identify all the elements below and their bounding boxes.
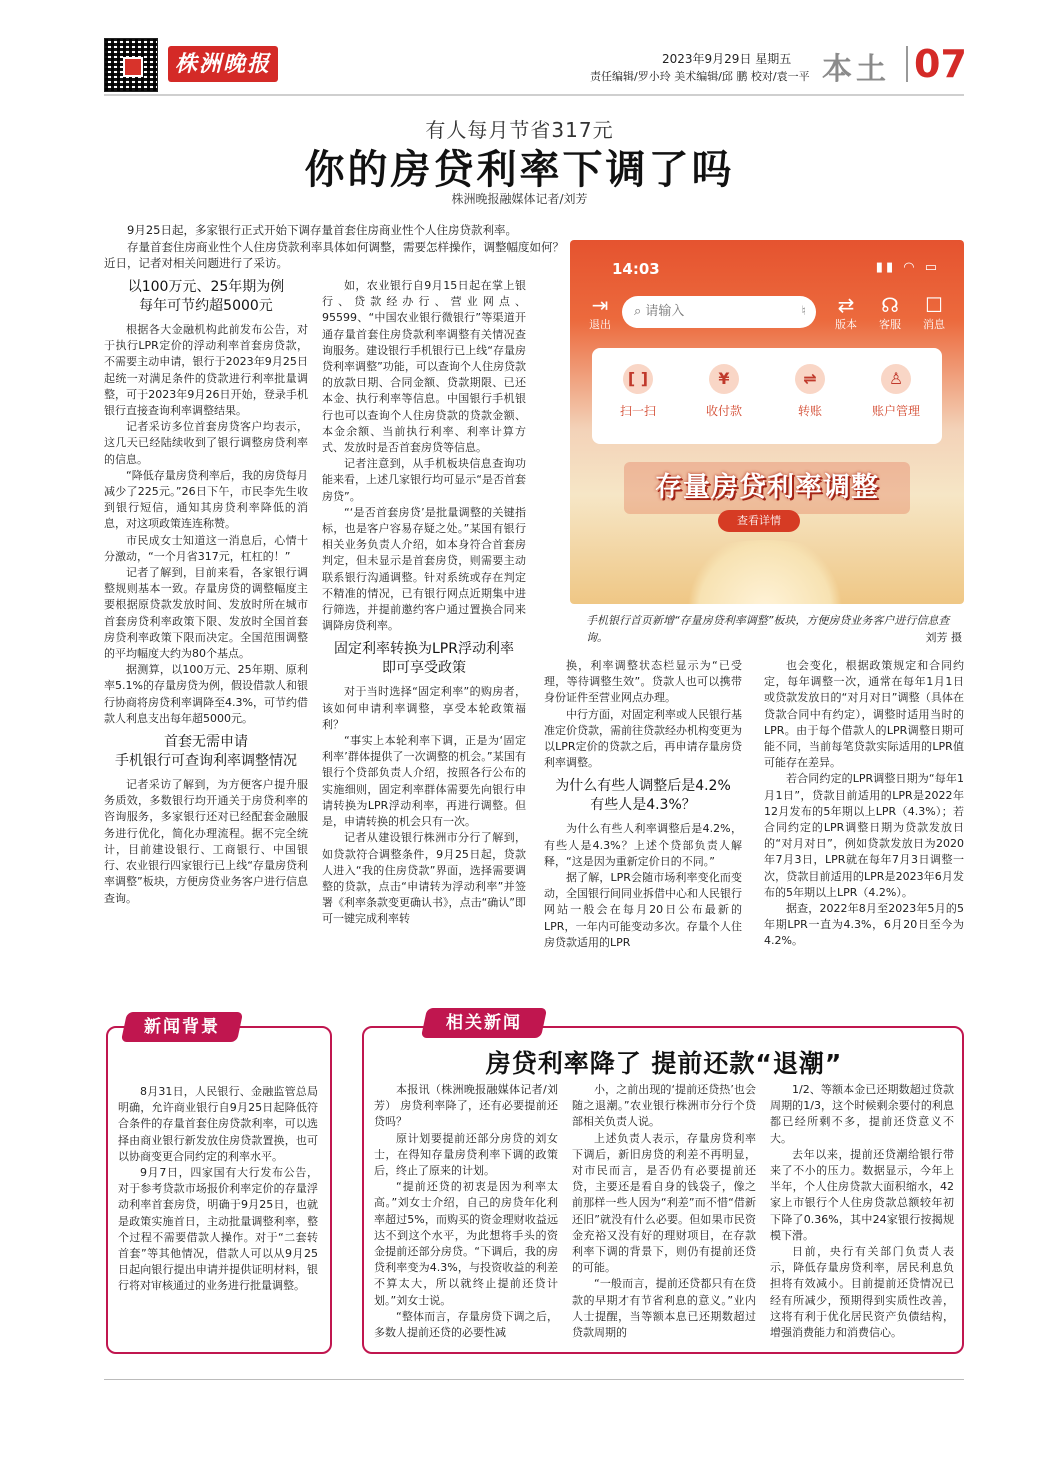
lead-paragraph: 9月25日起，多家银行正式开始下调存量首套住房商业性个人住房贷款利率。 xyxy=(127,223,517,237)
related-news-title: 房贷利率降了 提前还款“退潮” xyxy=(485,1049,843,1078)
transfer-label: 转账 xyxy=(797,404,822,418)
paragraph: 1/2、等额本金已还期数超过贷款周期的1/3，这个时候剩余要付的利息都已经所剩不多，提前还贷意义不大。 xyxy=(770,1083,954,1145)
headset-icon: ☊ xyxy=(881,293,899,317)
section-heading: 为什么有些人调整后是4.2% 有些人是4.3%？ xyxy=(555,778,731,814)
paragraph: 为什么有些人利率调整后是4.2%，有些人是4.3%？上述个贷部负责人解释，“这是因为重新定价日的不同。” xyxy=(544,822,742,868)
section-heading: 以100万元、25年期为例 每年可节约超5000元 xyxy=(127,279,285,314)
paragraph: “整体而言，存量房贷下调之后，多数人提前还贷的必要性减 xyxy=(374,1309,558,1340)
payment-button[interactable] xyxy=(682,364,766,419)
paragraph: 若合同约定的LPR调整日期为“每年1月1日”，贷款目前适用的LPR是2022年12月发布的5年期以上LPR（4.3%）；若合同约定的LPR调整日期为贷款发放日的“对月对日”，例如贷款发放日为2020年7月3日，LPR就在每年7月3日调整一次，贷款目前适用的LPR是2023年6月发布的5年期以上LPR（4.2%）。 xyxy=(764,772,964,899)
transfer-icon: ⇌ xyxy=(795,364,825,394)
paragraph: 市民成女士知道这一消息后，心情十分激动，“一个月省317元，杠杠的！” xyxy=(104,533,308,563)
section-heading: 固定利率转换为LPR浮动利率 即可享受政策 xyxy=(334,641,514,677)
caption-text: 手机银行首页新增“存量房贷利率调整”板块，方便房贷业务客户进行信息查询。 xyxy=(586,614,950,644)
message-icon: ☐ xyxy=(925,293,943,317)
search-icon: ⌕ xyxy=(634,304,646,319)
article-column-3 xyxy=(544,658,742,968)
paragraph: 记者采访了解到，为方便客户提升服务质效，多数银行均开通关于房贷利率的咨询服务，多家银行还对已经配套金融服务进行优化，简化办理流程。据不完全统计，目前建设银行、工商银行、中国银行、农业银行四家银行已上线“存量房贷利率调整”板块，方便房贷业务客户进行信息查询。 xyxy=(104,778,308,905)
paragraph: 据测算，以100万元、25年期、原利率5.1%的存量房贷为例，假设借款人和银行协商将房贷利率调降至4.3%，可节约借款人利息支出每年超5000元。 xyxy=(104,663,308,725)
header-rule xyxy=(104,94,964,96)
header-divider xyxy=(906,46,908,82)
article-column-2 xyxy=(322,278,526,968)
yuan-icon: ¥ xyxy=(709,364,739,394)
paragraph: 记者从建设银行株洲市分行了解到，如贷款符合调整条件，9月25日起，贷款人进入“我的住房贷款”界面，选择需要调整的贷款，点击“申请转为浮动利率”并签署《利率条款变更确认书》，点击“确认”即可一键完成利率转 xyxy=(322,831,526,926)
paragraph: 原计划要提前还部分房贷的刘女士，在得知存量房贷利率下调的政策后，终止了原来的计划。 xyxy=(374,1131,558,1178)
paragraph: 记者注意到，从手机板块信息查询功能来看，上述几家银行均可显示“是否首套房贷”。 xyxy=(322,457,526,503)
related-news-tag xyxy=(421,1008,547,1038)
section-heading: 首套无需申请 手机银行可查询利率调整情况 xyxy=(115,734,297,770)
qr-code[interactable] xyxy=(104,38,158,92)
microphone-icon[interactable]: ♮ xyxy=(801,304,806,319)
service-label: 客服 xyxy=(879,318,901,331)
paragraph: 去年以来，提前还贷潮给银行带来了不小的压力。数据显示，今年上半年，个人住房贷款大面积缩水，42家上市银行个人住房贷款总额较年初下降了0.36%，其中24家银行按揭规模下滑。 xyxy=(770,1147,954,1242)
paragraph: 8月31日，人民银行、金融监管总局明确，允许商业银行自9月25日起降低符合条件的存量首套住房贷款利率，可以选择由商业银行新发放住房贷款置换，也可以协商变更合同约定的利率水平。 xyxy=(118,1085,318,1163)
related-column-2 xyxy=(572,1082,756,1346)
paragraph: 根据各大金融机构此前发布公告，对于执行LPR定价的浮动利率首套房贷款，不需要主动申请，银行于2023年9月25日起统一对满足条件的贷款进行利率批量调整，可于2023年9月26日开始，登录手机银行直接查询利率调整结果。 xyxy=(104,323,308,418)
paragraph: “事实上本轮利率下调，正是为‘固定利率’群体提供了一次调整的机会。”某国有银行个贷部负责人介绍，按照各行公布的实施细则，固定利率群体需要先向银行申请转换为LPR浮动利率，再进行调整。但是，申请转换的机会只有一次。 xyxy=(322,734,526,829)
status-icons: ▮▮ ◠ ▭ xyxy=(875,260,940,275)
article-lead xyxy=(104,222,566,272)
scan-label: 扫一扫 xyxy=(619,404,656,418)
related-column-1 xyxy=(374,1082,558,1346)
user-icon: ♙ xyxy=(881,364,911,394)
photo-caption xyxy=(586,612,962,646)
search-input[interactable] xyxy=(622,296,816,328)
version-label: 版本 xyxy=(835,318,857,331)
rate-adjust-banner[interactable]: 存量房贷利率调整 xyxy=(624,462,910,514)
news-background-tag xyxy=(121,1012,243,1042)
paragraph: 换，利率调整状态栏显示为“已受理，等待调整生效”。贷款人也可以携带身份证件至营业网点办理。 xyxy=(544,659,742,705)
paragraph: 记者了解到，目前来看，各家银行调整规则基本一致。存量房贷的调整幅度主要根据原贷款发放时间、发放时所在城市首套房贷利率政策下限、发放时全国首套房贷利率政策下限而决定。全国范围调整的平均幅度大约为80个基点。 xyxy=(104,566,308,661)
status-time: 14:03 xyxy=(612,260,660,278)
service-button[interactable] xyxy=(872,294,908,332)
function-card xyxy=(592,348,942,444)
payment-label: 收付款 xyxy=(705,404,742,418)
message-button[interactable] xyxy=(916,294,952,332)
article-column-1 xyxy=(104,278,308,968)
paragraph: 上述负责人表示，存量房贷利率下调后，新旧房贷的利差不再明显，对市民而言，是否仍有必要提前还贷，主要还是看自身的钱袋子，像之前那样一些人因为“利差”而不惜“借新还旧”就没有什么必要。但如果市民资金充裕又没有好的理财项目，在存款利率下调的背景下，则仍有提前还贷的可能。 xyxy=(572,1131,756,1275)
scan-button[interactable] xyxy=(596,364,680,419)
exit-label: 退出 xyxy=(589,318,611,331)
tag-label: 相关新闻 xyxy=(446,1013,522,1033)
article-subtitle: 有人每月节省317元 xyxy=(425,118,614,142)
account-label: 账户管理 xyxy=(871,404,920,418)
issue-date: 2023年9月29日 星期五 xyxy=(662,52,792,66)
paragraph: 日前，央行有关部门负责人表示，降低存量房贷利率，居民利息负担将有效减小。目前提前还贷情况已经有所减少，预期得到实质性改善，这将有利于优化居民资产负债结构，增强消费能力和消费信心。 xyxy=(770,1245,954,1340)
page-number: 07 xyxy=(914,42,967,86)
paragraph: “一般而言，提前还贷都只有在贷款的早期才有节省利息的意义。”业内人士提醒，当等额本息已还期数超过贷款周期的 xyxy=(572,1277,756,1340)
newspaper-logo: 株洲晚报 xyxy=(168,46,278,82)
paragraph: 对于当时选择“固定利率”的购房者，该如何申请利率调整，享受本轮政策福利？ xyxy=(322,685,526,731)
version-button[interactable] xyxy=(828,294,864,332)
paragraph: 据了解，LPR会随市场利率变化而变动，全国银行间同业拆借中心和人民银行网站一般会在每月20日公布最新的LPR，一年内可能变动多次。存量个人住房贷款适用的LPR xyxy=(544,871,742,949)
footer-rule xyxy=(104,1379,964,1380)
article-byline: 株洲晚报融媒体记者/刘芳 xyxy=(451,192,588,206)
scan-icon: [ ] xyxy=(623,364,653,394)
article-title: 你的房贷利率下调了吗 xyxy=(304,147,735,193)
paragraph: 记者采访多位首套房贷客户均表示，这几天已经陆续收到了银行调整房贷利率的信息。 xyxy=(104,420,308,466)
search-placeholder: 请输入 xyxy=(645,304,685,319)
paragraph: 9月7日，四家国有大行发布公告，对于参考贷款市场报价利率定价的存量浮动利率首套房贷，明确于9月25日，也就是政策实施首日，主动批量调整利率，整个过程不需要借款人操作。对于“二套转首套”等其他情况，借款人可以从9月25日起向银行提出申请并提供证明材料，银行将对审核通过的业务进行批量调整。 xyxy=(118,1166,318,1293)
related-column-3 xyxy=(770,1082,954,1346)
paragraph: “提前还贷的初衷是因为利率太高。”刘女士介绍，自己的房贷年化利率超过5%，而购买的资金理财收益远达不到这个水平，为此想将手头的资金提前还部分房贷。“下调后，我的房贷利率变为4.3%，与投资收益的利差不算太大，所以就终止提前还贷计划。”刘女士说。 xyxy=(374,1180,558,1307)
app-screenshot-photo xyxy=(570,240,964,604)
paragraph: 小，之前出现的‘提前还贷热’也会随之退潮。”农业银行株洲市分行个贷部相关负责人说。 xyxy=(572,1083,756,1129)
message-label: 消息 xyxy=(923,318,945,331)
paragraph: 本报讯（株洲晚报融媒体记者/刘芳） 房贷利率降了，还有必要提前还贷吗？ xyxy=(374,1083,558,1129)
paragraph: 如，农业银行自9月15日起在掌上银行、贷款经办行、营业网点、95599、“中国农业银行微银行”等渠道开通存量首套住房贷款利率调整有关情况查询服务。建设银行手机银行已上线“存量房贷利率调整”功能，可以查询个人住房贷款的放款日期、合同金额、贷款期限、已还本金、执行利率等信息。中国银行手机银行也可以查询个人住房贷款的贷款金额、本金余额、当前执行利率、利率计算方式、发放时是否首套房贷等信息。 xyxy=(322,279,526,455)
photo-credit: 刘芳 摄 xyxy=(925,631,962,644)
editors-line: 责任编辑/罗小玲 美术编辑/邱 鹏 校对/袁一平 xyxy=(590,70,810,83)
view-details-button[interactable]: 查看详情 xyxy=(718,510,800,532)
article-column-4 xyxy=(764,658,964,968)
section-name: 本土 xyxy=(822,52,890,87)
paragraph: 据查，2022年8月至2023年5月的5年期LPR一直为4.3%，6月20日至今为4.2%。 xyxy=(764,902,964,948)
paragraph: 也会变化，根据政策规定和合同约定，每年调整一次，通常在每年1月1日或贷款发放日的“对月对日”调整（具体在贷款合同中有约定），调整时适用当时的LPR。由于每个借款人的LPR调整日期可能不同，当前每笔贷款实际适用的LPR值可能存在差异。 xyxy=(764,659,964,770)
exit-button[interactable] xyxy=(582,294,618,332)
paragraph: 中行方面，对固定利率或人民银行基准定价贷款，需前往贷款经办机构变更为以LPR定价的贷款之后，再申请存量房贷利率调整。 xyxy=(544,707,742,770)
paragraph: “降低存量房贷利率后，我的房贷每月减少了225元。”26日下午，市民李先生收到银行短信，通知其房贷利率降低的消息，对这项政策连连称赞。 xyxy=(104,468,308,531)
switch-icon: ⇄ xyxy=(837,293,855,317)
news-background-text xyxy=(118,1084,318,1344)
lead-paragraph: 存量首套住房商业性个人住房贷款利率具体如何调整，需要怎样操作，调整幅度如何？ 近日，记者对相关问题进行了采访。 xyxy=(104,239,564,270)
account-button[interactable] xyxy=(854,364,938,419)
tag-label: 新闻背景 xyxy=(144,1017,220,1037)
paragraph: “‘是否首套房贷’是批量调整的关键指标，也是客户容易存疑之处。”某国有银行相关业务负责人介绍，如本身符合首套房判定，但未显示是首套房贷，则需要主动联系银行沟通调整。针对系统或存在判定不精准的情况，已有银行网点近期集中进行筛选，并提前邀约客户通过置换合同来调降房贷利率。 xyxy=(322,505,526,633)
exit-icon: ⇥ xyxy=(591,293,609,317)
transfer-button[interactable] xyxy=(768,364,852,419)
moon-decoration xyxy=(680,540,850,604)
